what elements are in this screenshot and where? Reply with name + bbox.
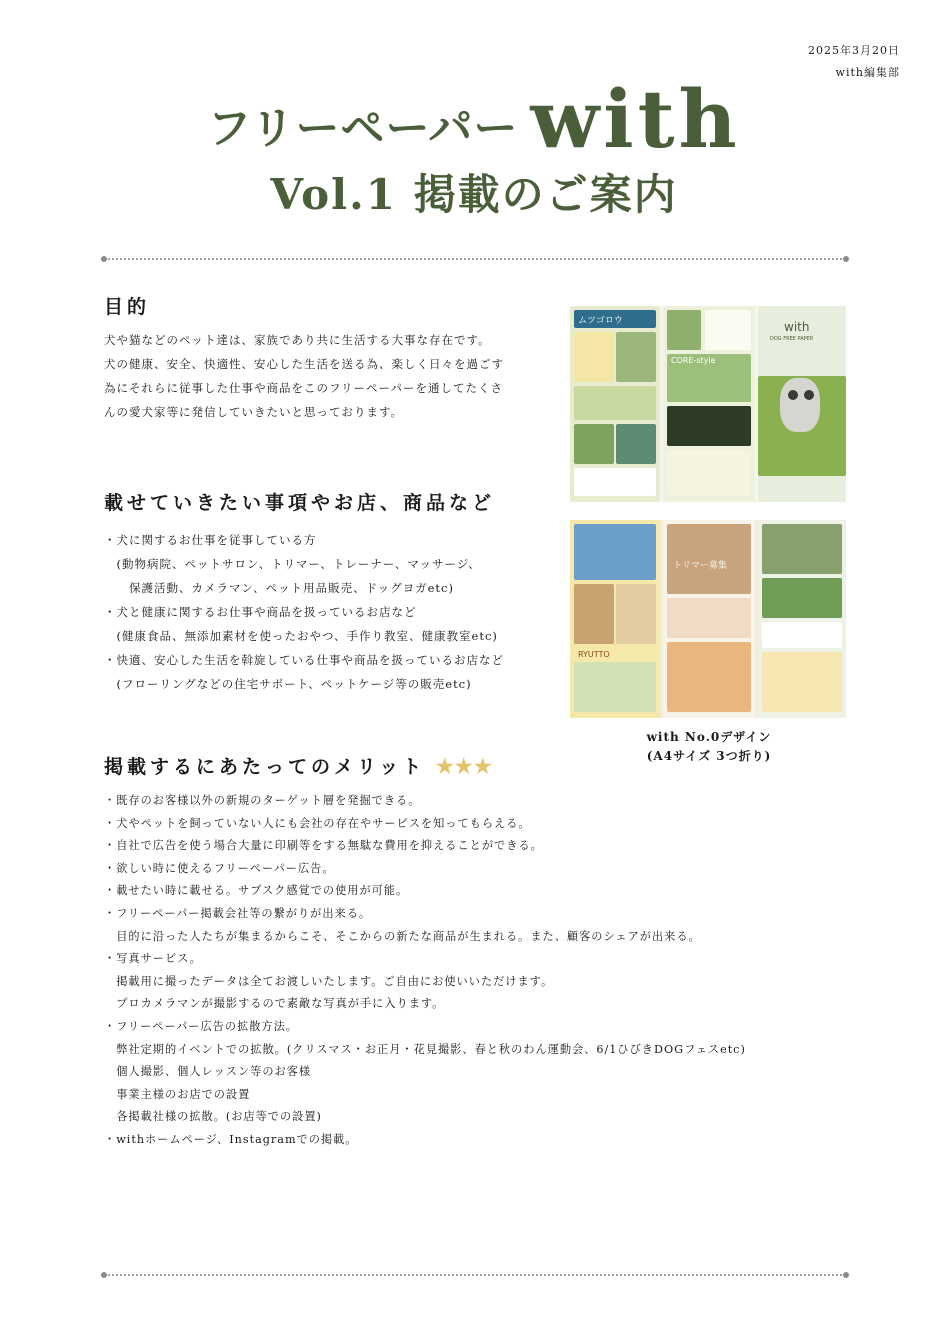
targets-line: ・犬と健康に関するお仕事や商品を扱っているお店など xyxy=(104,605,417,619)
cover-subtitle: DOG FREE PAPER xyxy=(770,336,814,342)
merits-line: 個人撮影、個人レッスン等のお客様 xyxy=(104,1065,312,1079)
purpose-line: 犬や猫などのペット達は、家族であり共に生活する大事な存在です。 xyxy=(104,333,491,347)
brochure-panel xyxy=(663,306,755,502)
targets-line: ・犬に関するお仕事を従事している方 xyxy=(104,533,317,547)
targets-line: (健康食品、無添加素材を使ったおやつ、手作り教室、健康教室etc) xyxy=(104,629,498,643)
merits-line: 事業主様のお店での設置 xyxy=(104,1087,251,1101)
merits-text xyxy=(104,790,746,1152)
merits-heading-text: 掲載するにあたってのメリット xyxy=(104,756,426,778)
page-title xyxy=(0,72,948,166)
purpose-text xyxy=(104,328,504,424)
title-with-logo: with xyxy=(530,72,741,166)
page-subtitle: Vol.1 掲載のご案内 xyxy=(270,170,678,219)
title-japanese: フリーペーパー xyxy=(207,103,519,154)
purpose-line: 為にそれらに従事した仕事や商品をこのフリーペーパーを通してたくさ xyxy=(104,381,503,395)
divider-bottom xyxy=(104,1274,846,1276)
targets-heading: 載せていきたい事項やお店、商品など xyxy=(104,492,496,514)
brochure-badge-text: RYUTTO xyxy=(578,650,610,659)
targets-line: ・快適、安心した生活を斡旋している仕事や商品を扱っているお店など xyxy=(104,653,504,667)
brochure-badge-text: トリマー募集 xyxy=(673,561,727,571)
merits-line: プロカメラマンが撮影するので素敵な写真が手に入ります。 xyxy=(104,997,445,1011)
merits-line: ・既存のお客様以外の新規のターゲット層を発掘できる。 xyxy=(104,794,421,807)
merits-line: ・写真サービス。 xyxy=(104,952,202,966)
purpose-line: 犬の健康、安全、快適性、安心した生活を送る為、楽しく日々を過ごす xyxy=(104,357,504,371)
cover-title: with xyxy=(784,320,810,334)
merits-line: ・フリーペーパー広告の拡散方法。 xyxy=(104,1019,298,1033)
targets-text xyxy=(104,528,504,696)
dog-photo xyxy=(780,378,820,432)
publisher-name: with編集部 xyxy=(835,66,900,79)
targets-line: (動物病院、ペットサロン、トリマー、トレーナー、マッサージ、 xyxy=(104,557,481,571)
targets-line: (フローリングなどの住宅サポート、ペットケージ等の販売etc) xyxy=(104,677,472,691)
merits-line: ・フリーペーパー掲載会社等の繋がりが出来る。 xyxy=(104,906,372,920)
merits-line: 各掲載社様の拡散。(お店等での設置) xyxy=(104,1110,322,1124)
merits-line: 目的に沿った人たちが集まるからこそ、そこからの新たな商品が生まれる。また、顧客のシェアが出来る。 xyxy=(104,929,701,943)
merits-line: 掲載用に撮ったデータは全てお渡しいたします。ご自由にお使いいただけます。 xyxy=(104,974,554,988)
divider-top xyxy=(104,258,846,260)
brochure-panel xyxy=(570,520,660,718)
merits-line: 弊社定期的イベントでの拡散。(クリスマス・お正月・花見撮影、春と秋のわん運動会、6/1ひびきDOGフェスetc) xyxy=(104,1042,746,1056)
brochure-panel xyxy=(663,520,755,718)
purpose-heading: 目的 xyxy=(104,296,151,318)
targets-line: 保護活動、カメラマン、ペット用品販売、ドッグヨガetc) xyxy=(104,581,454,595)
brochure-cover xyxy=(758,306,846,502)
caption-line-1: with No.0デザイン xyxy=(646,730,772,744)
merits-line: ・自社で広告を使う場合大量に印刷等をする無駄な費用を抑えることができる。 xyxy=(104,839,543,853)
brochure-panel xyxy=(570,306,660,502)
purpose-line: んの愛犬家等に発信していきたいと思っております。 xyxy=(104,405,404,419)
caption-line-2: (A4サイズ 3つ折り) xyxy=(646,749,772,763)
merits-heading xyxy=(104,752,493,779)
brochure-panel xyxy=(758,520,846,718)
merits-line: ・欲しい時に使えるフリーペーパー広告。 xyxy=(104,861,335,875)
merits-line: ・withホームページ、Instagramでの掲載。 xyxy=(104,1132,358,1146)
preview-caption xyxy=(570,728,848,766)
merits-line: ・載せたい時に載せる。サブスク感覚での使用が可能。 xyxy=(104,884,409,898)
issue-date: 2025年3月20日 xyxy=(808,44,900,57)
star-rating-icon: ★★★ xyxy=(435,754,493,778)
brochure-badge-text: ムツゴロウ xyxy=(578,316,623,326)
brochure-inside-preview xyxy=(570,520,846,718)
brochure-outside-preview xyxy=(570,306,846,502)
brochure-badge-text: CORE-style xyxy=(671,356,716,365)
merits-line: ・犬やペットを飼っていない人にも会社の存在やサービスを知ってもらえる。 xyxy=(104,816,531,830)
